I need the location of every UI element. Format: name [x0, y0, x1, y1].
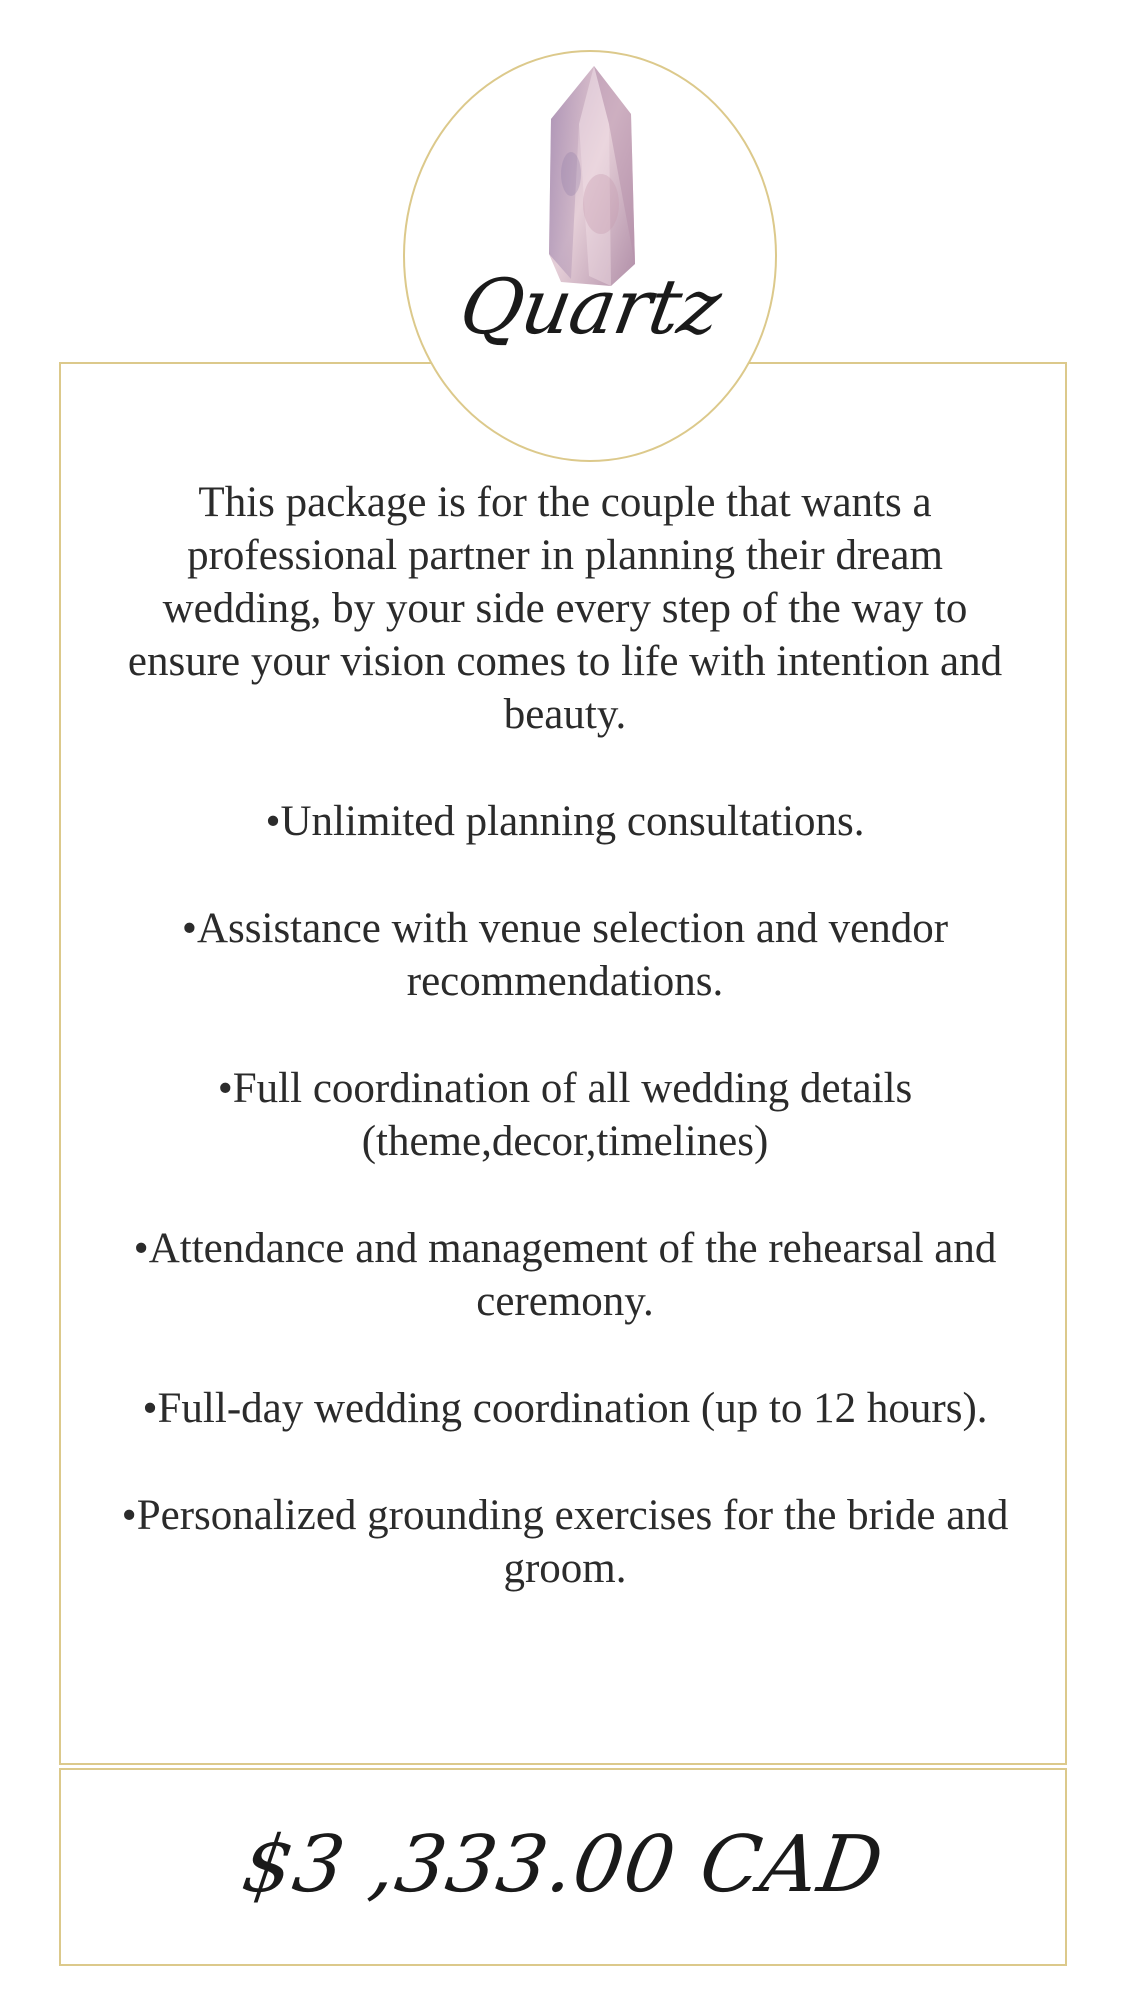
feature-item: •Personalized grounding exercises for the bride and groom.: [121, 1492, 1009, 1592]
feature-item: •Full coordination of all wedding details (theme,decor,timelines): [217, 1065, 913, 1165]
package-description: This package is for the couple that wants a professional partner in planning their dream wedding, by your side every step of the way to ensure your vision comes to life with intention and beauty.: [127, 479, 1003, 738]
feature-item: •Full-day wedding coordination (up to 12 hours).: [142, 1385, 988, 1432]
package-content: [110, 476, 1020, 1649]
package-price: $3 ,333.00 CAD: [237, 1820, 889, 1910]
feature-item: •Assistance with venue selection and vendor recommendations.: [181, 905, 949, 1005]
quartz-crystal-icon: [531, 64, 657, 289]
feature-item: •Unlimited planning consultations.: [265, 798, 865, 845]
package-title: Quartz: [453, 262, 727, 351]
feature-item: •Attendance and management of the rehearsal and ceremony.: [133, 1225, 997, 1325]
